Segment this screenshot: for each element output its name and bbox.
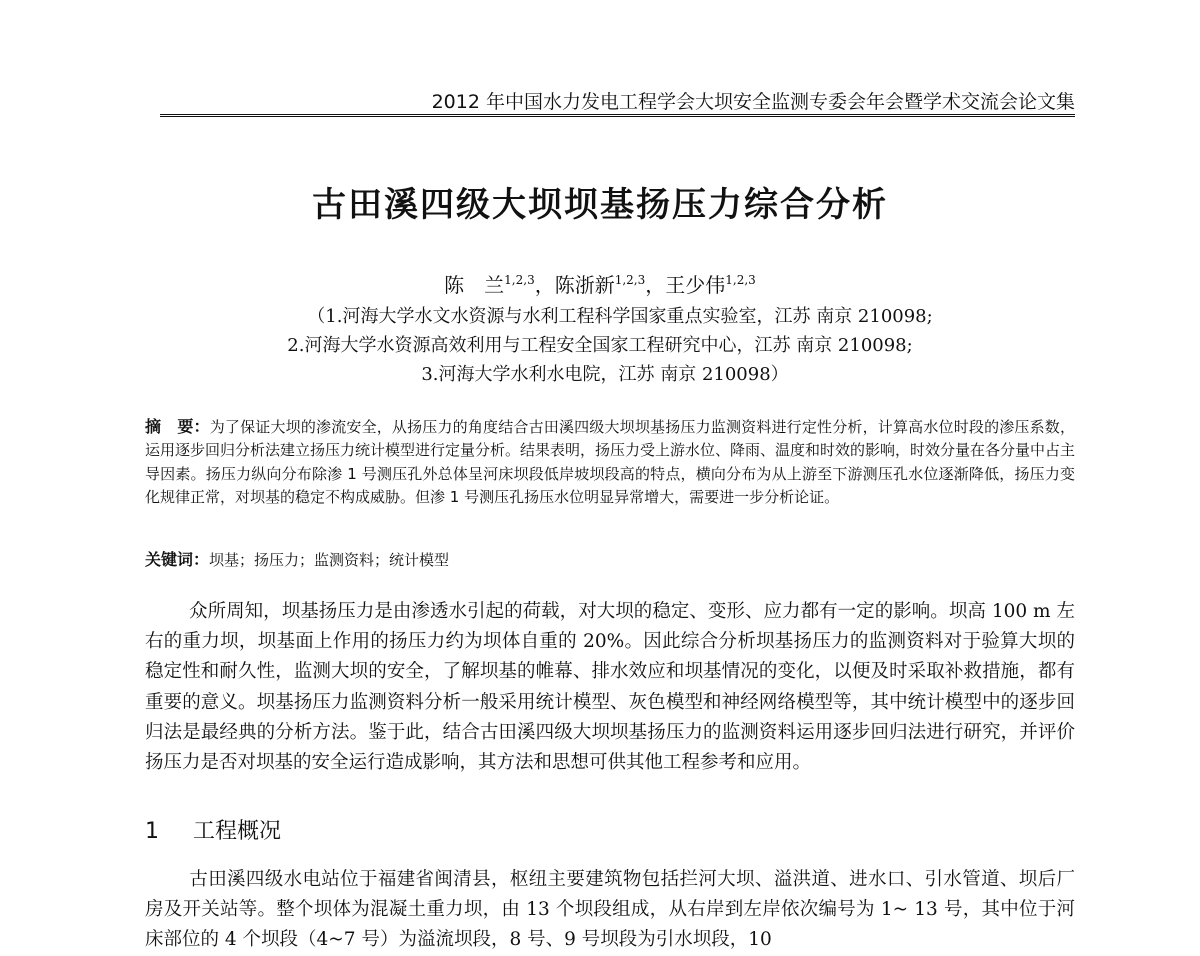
- keywords-text: 坝基；扬压力；监测资料；统计模型: [209, 551, 450, 569]
- affiliation-line: 3.河海大学水利水电院，江苏 南京 210098）: [421, 364, 789, 385]
- author-affiliation-sup: 1,2,3: [725, 273, 756, 287]
- affiliations: [0, 302, 1200, 389]
- author-separator: ，: [645, 273, 666, 297]
- section-paragraph-text: 古田溪四级水电站位于福建省闽清县，枢纽主要建筑物包括拦河大坝、溢洪道、进水口、引水管道、坝后厂房及开关站等。整个坝体为混凝土重力坝，由 13 个坝段组成，从右岸到左岸依次编号为 1~ 13 号，其中位于河床部位的 4 个坝段（4~7 号）为溢流坝段，8 号、9 号坝段为引水坝段，10: [145, 869, 1075, 951]
- author-name: 陈 兰: [444, 273, 505, 297]
- keywords: [145, 548, 1075, 572]
- affiliation-line: 2.河海大学水资源高效利用与工程安全国家工程研究中心，江苏 南京 210098;: [287, 335, 913, 356]
- running-header: [160, 89, 1075, 117]
- abstract-text: 为了保证大坝的渗流安全，从扬压力的角度结合古田溪四级大坝坝基扬压力监测资料进行定性分析，计算高水位时段的渗压系数，运用逐步回归分析法建立扬压力统计模型进行定量分析。结果表明，扬压力受上游水位、降雨、温度和时效的影响，时效分量在各分量中占主导因素。扬压力纵向分布除渗 1 号测压孔外总体呈河床坝段低岸坡坝段高的特点，横向分布为从上游至下游测压孔水位逐渐降低，扬压力变化规律正常，对坝基的稳定不构成威胁。但渗 1 号测压孔扬压水位明显异常增大，需要进一步分析论证。: [145, 418, 1076, 506]
- author-affiliation-sup: 1,2,3: [614, 273, 646, 287]
- author-name: 陈浙新: [554, 273, 615, 297]
- author-affiliation-sup: 1,2,3: [504, 273, 535, 287]
- running-header-text: 2012 年中国水力发电工程学会大坝安全监测专委会年会暨学术交流会论文集: [431, 91, 1075, 113]
- section-title: 工程概况: [193, 819, 282, 844]
- author-name: 王少伟: [665, 273, 726, 297]
- paper-title: 古田溪四级大坝坝基扬压力综合分析: [312, 185, 888, 225]
- author-line: [0, 266, 1200, 299]
- intro-paragraph: [145, 597, 1075, 778]
- affiliation-line: （1.河海大学水文水资源与水利工程科学国家重点实验室，江苏 南京 210098;: [307, 306, 933, 327]
- section-number: 1: [145, 819, 159, 844]
- abstract: [145, 415, 1075, 509]
- author-separator: ，: [534, 273, 555, 297]
- section-heading: [145, 815, 281, 849]
- section-paragraph: [145, 865, 1075, 956]
- abstract-label: 摘 要：: [145, 417, 210, 436]
- keywords-label: 关键词：: [145, 550, 210, 569]
- intro-paragraph-text: 众所周知，坝基扬压力是由渗透水引起的荷载，对大坝的稳定、变形、应力都有一定的影响。坝高 100 m 左右的重力坝，坝基面上作用的扬压力约为坝体自重的 20%。因此综合分析坝基扬压力的监测资料对于验算大坝的稳定性和耐久性，监测大坝的安全，了解坝基的帷幕、排水效应和坝基情况的变化，以便及时采取补救措施，都有重要的意义。坝基扬压力监测资料分析一般采用统计模型、灰色模型和神经网络模型等，其中统计模型中的逐步回归法是最经典的分析方法。鉴于此，结合古田溪四级大坝坝基扬压力的监测资料运用逐步回归法进行研究，并评价扬压力是否对坝基的安全运行造成影响，其方法和思想可供其他工程参考和应用。: [145, 601, 1075, 774]
